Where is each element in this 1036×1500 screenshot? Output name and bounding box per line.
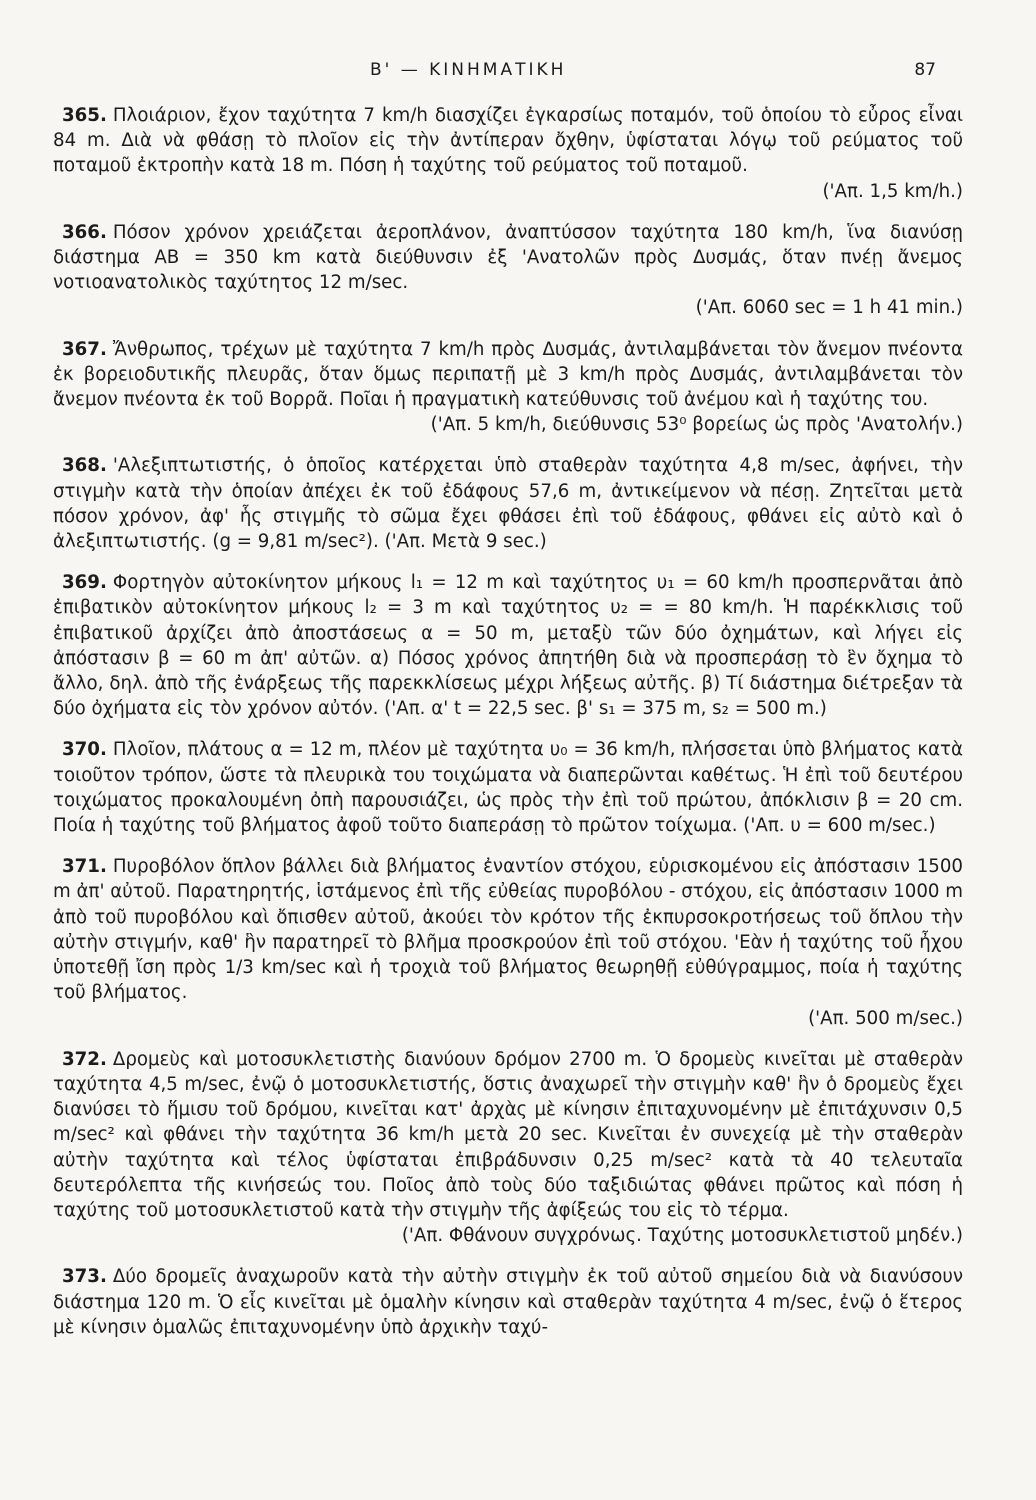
problem-text: Πόσον χρόνον χρειάζεται ἀεροπλάνον, ἀναπτύσσον ταχύτητα 180 km/h, ἵνα διανύσῃ διάστημα ΑΒ = 350 km κατὰ διεύθυνσιν ἐξ 'Ανατολῶν πρὸς Δυσμάς, ὅταν πνέῃ ἄνεμος νοτιοανατολικὸς ταχύτητος 12 m/sec. (53, 221, 963, 294)
problem-answer: ('Απ. 5 km/h, διεύθυνσις 53⁰ βορείως ὡς πρὸς 'Ανατολήν.) (430, 414, 963, 436)
page-header (0, 60, 1036, 90)
problem-answer: ('Απ. 1,5 km/h.) (822, 180, 963, 202)
problem-366 (53, 220, 963, 321)
problem-number: 368. (62, 455, 107, 477)
problem-373 (53, 1264, 963, 1340)
problems-list (53, 103, 963, 1356)
problem-number: 366. (62, 221, 107, 243)
problem-365 (53, 103, 963, 204)
problem-367 (53, 337, 963, 438)
problem-number: 370. (62, 739, 107, 761)
problem-371 (53, 854, 963, 1030)
problem-text: Πλοιάριον, ἔχον ταχύτητα 7 km/h διασχίζει ἐγκαρσίως ποταμόν, τοῦ ὁποίου τὸ εὖρος εἶναι 84 m. Διὰ νὰ φθάσῃ τὸ πλοῖον εἰς τὴν ἀντίπεραν ὄχθην, ὑφίσταται λόγῳ τοῦ ρεύματος τοῦ ποταμοῦ ἐκτροπὴν κατὰ 18 m. Πόση ἡ ταχύτης τοῦ ρεύματος τοῦ ποταμοῦ. (53, 105, 963, 177)
problem-text: Ἄνθρωπος, τρέχων μὲ ταχύτητα 7 km/h πρὸς Δυσμάς, ἀντιλαμβάνεται τὸν ἄνεμον πνέοντα ἐκ βορειοδυτικῆς πλευρᾶς, ὅταν ὅμως περιπατῇ μὲ 3 km/h πρὸς Δυσμάς, ἀντιλαμβάνεται τὸν ἄνεμον πνέοντα ἐκ τοῦ Βορρᾶ. Ποῖαι ἡ πραγματικὴ κατεύθυνσις τοῦ ἀνέμου καὶ ἡ ταχύτης του. (53, 338, 963, 411)
problem-number: 373. (62, 1266, 107, 1288)
problem-number: 369. (62, 572, 107, 594)
problem-text: Δρομεὺς καὶ μοτοσυκλετιστὴς διανύουν δρόμον 2700 m. Ὁ δρομεὺς κινεῖται μὲ σταθερὰν ταχύτητα 4,5 m/sec, ἐνῷ ὁ μοτοσυκλετιστής, ὅστις ἀναχωρεῖ τὴν στιγμὴν καθ' ἣν ὁ δρομεὺς ἔχει διανύσει τὸ ἥμισυ τοῦ δρόμου, κινεῖται κατ' ἀρχὰς μὲ κίνησιν ἐπιταχυνομένην μὲ ἐπιτάχυνσιν 0,5 m/sec² καὶ φθάνει τὴν ταχύτητα 36 km/h μετὰ 20 sec. Κινεῖται ἐν συνεχείᾳ μὲ τὴν σταθερὰν αὐτὴν ταχύτητα καὶ τέλος ὑφίσταται ἐπιβράδυνσιν 0,25 m/sec² κατὰ τὰ 40 τελευταῖα δευτερόλεπτα τῆς κινήσεώς του. Ποῖος ἀπὸ τοὺς δύο ταξιδιώτας φθάνει πρῶτος καὶ πόση ἡ ταχύτης τοῦ μοτοσυκλετιστοῦ κατὰ τὴν στιγμὴν τῆς ἀφίξεώς του εἰς τὸ τέρμα. (53, 1048, 963, 1221)
problem-372 (53, 1047, 963, 1249)
problem-text: Πλοῖον, πλάτους α = 12 m, πλέον μὲ ταχύτητα υ₀ = 36 km/h, πλήσσεται ὑπὸ βλήματος κατὰ τοιοῦτον τρόπον, ὥστε τὰ πλευρικὰ του τοιχώματα νὰ διαπερῶνται καθέτως. Ἡ ἐπὶ τοῦ δευτέρου τοιχώματος προκαλουμένη ὀπὴ παρουσιάζει, ὡς πρὸς τὴν ἐπὶ τοῦ πρώτου, ἀπόκλισιν β = 20 cm. Ποία ἡ ταχύτης τοῦ βλήματος ἀφοῦ τοῦτο διαπεράσῃ τὸ πρῶτον τοίχωμα. ('Απ. υ = 600 m/sec.) (53, 739, 963, 837)
problem-answer: ('Απ. Φθάνουν συγχρόνως. Ταχύτης μοτοσυκλετιστοῦ μηδέν.) (401, 1225, 963, 1247)
problem-number: 367. (62, 338, 107, 360)
running-title: Β' — ΚΙΝΗΜΑΤΙΚΗ (370, 60, 567, 80)
problem-368 (53, 453, 963, 554)
problem-text: Πυροβόλον ὅπλον βάλλει διὰ βλήματος ἐναντίον στόχου, εὑρισκομένου εἰς ἀπόστασιν 1500 m ἀπ' αὐτοῦ. Παρατηρητής, ἱστάμενος ἐπὶ τῆς εὐθείας πυροβόλου - στόχου, εἰς ἀπόστασιν 1000 m ἀπὸ τοῦ πυροβόλου καὶ ὄπισθεν αὐτοῦ, ἀκούει τὸν κρότον τῆς ἐκπυρσοκροτήσεως τοῦ ὅπλου τὴν αὐτὴν στιγμήν, καθ' ἣν παρατηρεῖ τὸ βλῆμα προσκρούον ἐπὶ τοῦ στόχου. 'Εὰν ἡ ταχύτης τοῦ ἦχου ὑποτεθῇ ἴση πρὸς 1/3 km/sec καὶ ἡ τροχιὰ τοῦ βλήματος θεωρηθῇ εὐθύγραμμος, ποία ἡ ταχύτης τοῦ βλήματος. (53, 856, 963, 1004)
page-number: 87 (914, 60, 936, 80)
problem-370 (53, 737, 963, 838)
problem-number: 365. (62, 105, 107, 126)
problem-answer: ('Απ. 500 m/sec.) (808, 1007, 963, 1029)
problem-369 (53, 570, 963, 721)
problem-number: 371. (62, 856, 107, 878)
problem-text: 'Αλεξιπτωτιστής, ὁ ὁποῖος κατέρχεται ὑπὸ σταθερὰν ταχύτητα 4,8 m/sec, ἀφήνει, τὴν στιγμὴν κατὰ τὴν ὁποίαν ἀπέχει ἐκ τοῦ ἐδάφους 57,6 m, ἀντικείμενον νὰ πέσῃ. Ζητεῖται μετὰ πόσον χρόνον, ἀφ' ἧς στιγμῆς τὸ σῶμα ἔχει φθάσει ἐπὶ τοῦ ἐδάφους, φθάνει εἰς αὐτὸ καὶ ὁ ἀλεξιπτωτιστής. (g = 9,81 m/sec²). ('Απ. Μετὰ 9 sec.) (53, 455, 963, 553)
problem-answer: ('Απ. 6060 sec = 1 h 41 min.) (695, 297, 963, 319)
problem-text: Δύο δρομεῖς ἀναχωροῦν κατὰ τὴν αὐτὴν στιγμὴν ἐκ τοῦ αὐτοῦ σημείου διὰ νὰ διανύσουν διάστημα 120 m. Ὁ εἷς κινεῖται μὲ ὁμαλὴν κίνησιν καὶ σταθερὰν ταχύτητα 4 m/sec, ἐνῷ ὁ ἕτερος μὲ κίνησιν ὁμαλῶς ἐπιταχυνομένην ὑπὸ ἀρχικὴν ταχύ- (53, 1266, 963, 1338)
problem-text: Φορτηγὸν αὐτοκίνητον μήκους l₁ = 12 m καὶ ταχύτητος υ₁ = 60 km/h προσπερνᾶται ἀπὸ ἐπιβατικὸν αὐτοκίνητον μήκους l₂ = 3 m καὶ ταχύτητος υ₂ = = 80 km/h. Ἡ παρέκκλισις τοῦ ἐπιβατικοῦ ἀρχίζει ἀπὸ ἀποστάσεως α = 50 m, μεταξὺ τῶν δύο ὀχημάτων, καὶ λήγει εἰς ἀπόστασιν β = 60 m ἀπ' αὐτῶν. α) Πόσος χρόνος ἀπητήθη διὰ νὰ προσπεράσῃ τὸ ἓν ὄχημα τὸ ἄλλο, δηλ. ἀπὸ τῆς ἐνάρξεως τῆς παρεκκλίσεως μέχρι λήξεως αὐτῆς. β) Τί διάστημα διέτρεξαν τὰ δύο ὀχήματα εἰς τὸν χρόνον αὐτόν. ('Απ. α' t = 22,5 sec. β' s₁ = 375 m, s₂ = 500 m.) (53, 572, 963, 720)
problem-number: 372. (62, 1048, 107, 1070)
